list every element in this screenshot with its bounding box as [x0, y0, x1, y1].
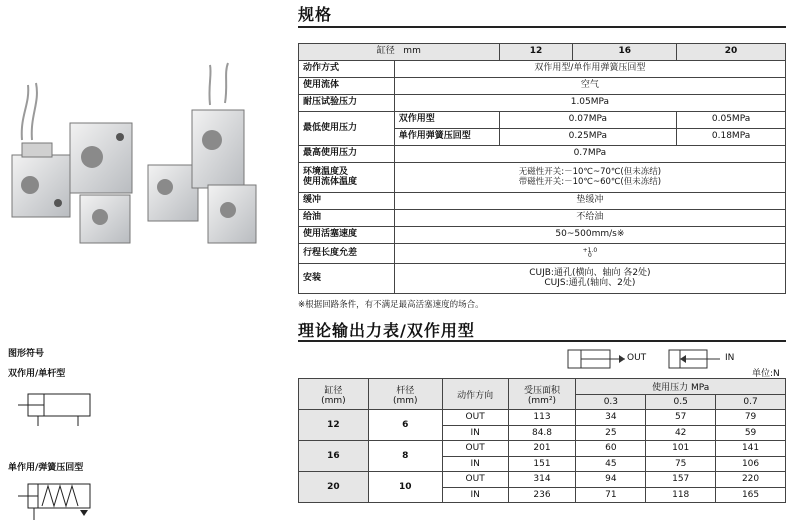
- spec-value: 0.05MPa: [677, 112, 786, 129]
- spec-row-minp-double: [299, 112, 786, 129]
- force-header-p3: 0.7: [716, 394, 786, 410]
- force-bore-cell: 20: [299, 472, 369, 503]
- force-value-cell: 42: [646, 425, 716, 441]
- single-acting-symbol: [14, 480, 94, 522]
- force-bore-cell: 12: [299, 410, 369, 441]
- force-value-cell: 220: [716, 472, 786, 488]
- spec-row-lube: [299, 210, 786, 227]
- spec-title: 规格: [298, 5, 333, 24]
- cylinder-2: [70, 123, 132, 193]
- spec-header-size-12: 12: [499, 44, 573, 61]
- force-header-rod: 杆径 (mm): [368, 379, 442, 410]
- symbol-double-label: 双作用/单杆型: [8, 369, 66, 379]
- force-value-cell: 157: [646, 472, 716, 488]
- force-rod-cell: 6: [368, 410, 442, 441]
- force-value-cell: 25: [576, 425, 646, 441]
- force-value-cell: 236: [508, 487, 576, 503]
- symbol-single-label: 单作用/弹簧压回型: [8, 463, 84, 473]
- out-label: OUT: [627, 353, 647, 363]
- spec-label: 使用流体: [299, 78, 395, 95]
- cylinder-5: [192, 110, 244, 188]
- force-title-rule: [298, 340, 786, 342]
- cylinder-6: [208, 185, 256, 243]
- force-value-cell: 71: [576, 487, 646, 503]
- out-diagram: [567, 349, 627, 371]
- spec-row-stroke: [299, 244, 786, 264]
- spec-label: 使用活塞速度: [299, 227, 395, 244]
- force-header-row: [299, 379, 786, 395]
- spec-value: 0.18MPa: [677, 129, 786, 146]
- force-value-cell: 75: [646, 456, 716, 472]
- spec-table: [298, 43, 786, 294]
- spec-footnote: ※根据回路条件，有不满足最高活塞速度的场合。: [298, 300, 484, 310]
- spec-value: 不给油: [394, 210, 785, 227]
- force-header-area: 受压面积 (mm²): [508, 379, 576, 410]
- force-value-cell: 94: [576, 472, 646, 488]
- spec-value: 垫缓冲: [394, 193, 785, 210]
- force-value-cell: 118: [646, 487, 716, 503]
- force-header-bore: 缸径 (mm): [299, 379, 369, 410]
- force-value-cell: 34: [576, 410, 646, 426]
- force-direction-cell: IN: [442, 456, 508, 472]
- spec-value: 无磁性开关:－10℃~70℃(但未冻结) 带磁性开关:－10℃~60℃(但未冻结): [394, 163, 785, 193]
- cylinder-3: [80, 195, 130, 243]
- spec-row-temp: [299, 163, 786, 193]
- spec-row-maxp: [299, 146, 786, 163]
- table-row: [299, 472, 786, 488]
- force-direction-cell: IN: [442, 425, 508, 441]
- spec-label: 行程长度允差: [299, 244, 395, 264]
- force-value-cell: 151: [508, 456, 576, 472]
- force-value-cell: 79: [716, 410, 786, 426]
- force-value-cell: 141: [716, 441, 786, 457]
- spec-header-row: [299, 44, 786, 61]
- force-header-p1: 0.3: [576, 394, 646, 410]
- spec-label: 缓冲: [299, 193, 395, 210]
- force-value-cell: 59: [716, 425, 786, 441]
- spec-row-fluid: [299, 78, 786, 95]
- spec-header-size-20: 20: [677, 44, 786, 61]
- force-value-cell: 45: [576, 456, 646, 472]
- spec-value: CUJB:通孔(横向、轴向 各2处) CUJS:通孔(轴向、2处): [394, 264, 785, 294]
- force-header-pressure: 使用压力 MPa: [576, 379, 786, 395]
- force-value-cell: 165: [716, 487, 786, 503]
- double-acting-symbol: [14, 388, 94, 428]
- force-bore-cell: 16: [299, 441, 369, 472]
- force-rod-cell: 10: [368, 472, 442, 503]
- spec-row-cushion: [299, 193, 786, 210]
- spec-title-rule: [298, 26, 786, 28]
- spec-value: 0.07MPa: [499, 112, 677, 129]
- spec-value: +1.0 0: [394, 244, 785, 264]
- spec-label: 给油: [299, 210, 395, 227]
- spec-header-size-16: 16: [573, 44, 677, 61]
- force-value-cell: 60: [576, 441, 646, 457]
- spec-row-mount: [299, 264, 786, 294]
- force-value-cell: 106: [716, 456, 786, 472]
- spec-value: 空气: [394, 78, 785, 95]
- spec-sublabel: 单作用弹簧压回型: [394, 129, 499, 146]
- force-title: 理论输出力表/双作用型: [298, 321, 475, 340]
- spec-value: 50~500mm/s※: [394, 227, 785, 244]
- table-row: [299, 441, 786, 457]
- spec-sublabel: 双作用型: [394, 112, 499, 129]
- spec-label: 最高使用压力: [299, 146, 395, 163]
- force-value-cell: 201: [508, 441, 576, 457]
- force-direction-cell: OUT: [442, 410, 508, 426]
- table-row: [299, 410, 786, 426]
- product-photo: [0, 45, 290, 255]
- force-table: [298, 378, 786, 503]
- force-header-direction: 动作方向: [442, 379, 508, 410]
- unit-label: 单位:N: [752, 369, 780, 379]
- force-value-cell: 113: [508, 410, 576, 426]
- spec-row-action: [299, 61, 786, 78]
- spec-row-speed: [299, 227, 786, 244]
- spec-row-proof: [299, 95, 786, 112]
- cylinder-4: [148, 165, 198, 221]
- force-value-cell: 84.8: [508, 425, 576, 441]
- spec-header-bore: 缸径 mm: [299, 44, 500, 61]
- spec-label: 安装: [299, 264, 395, 294]
- spec-value: 0.25MPa: [499, 129, 677, 146]
- symbols-title: 图形符号: [8, 349, 45, 359]
- force-direction-cell: OUT: [442, 441, 508, 457]
- force-rod-cell: 8: [368, 441, 442, 472]
- in-diagram: [668, 349, 722, 371]
- force-direction-cell: OUT: [442, 472, 508, 488]
- force-value-cell: 101: [646, 441, 716, 457]
- force-value-cell: 314: [508, 472, 576, 488]
- cylinder-1: [12, 143, 70, 217]
- force-direction-cell: IN: [442, 487, 508, 503]
- spec-label: 环境温度及 使用流体温度: [299, 163, 395, 193]
- in-label: IN: [725, 353, 735, 363]
- spec-value: 双作用型/单作用弹簧压回型: [394, 61, 785, 78]
- spec-label: 最低使用压力: [299, 112, 395, 146]
- spec-value: 1.05MPa: [394, 95, 785, 112]
- spec-label: 耐压试验压力: [299, 95, 395, 112]
- force-header-p2: 0.5: [646, 394, 716, 410]
- force-value-cell: 57: [646, 410, 716, 426]
- spec-label: 动作方式: [299, 61, 395, 78]
- spec-value: 0.7MPa: [394, 146, 785, 163]
